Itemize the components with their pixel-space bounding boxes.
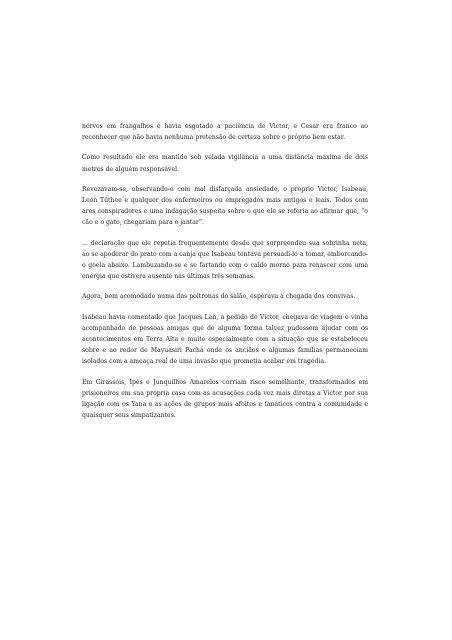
- paragraph-7: Em Girassóis, Ipês e Junquilhos Amarelos corriam risco semelhante, transformados em prisioneiros em sua própria casa com as acusações cada vez mais diretas a Victor por sua ligação com os Yana e as ações de grupos mais afoitos e fanáticos contra a comunidade e quaisquer seus simpatizantes.: [82, 378, 368, 420]
- paragraph-2: Como resultado ele era mantido sob velada vigilância a uma distância máxima de dois metros de alguém responsável.: [82, 154, 368, 173]
- paragraph-5: Agora, bem acomodado numa das poltronas do salão, esperava a chegada dos convivas.: [82, 293, 356, 301]
- body-text: [82, 121, 368, 430]
- paragraph-1: nervos em frangalhos e havia esgotado a paciência de Victor, e Cesar era franco ao reconhecer que não havia nenhuma pretensão de certeza sobre o próprio bem estar.: [82, 123, 368, 142]
- paragraph-6: Isabeau havia comentado que Jacques Lan, a pedido de Victor, chegava de viagem e vinha acompanhado de pessoas amigas que de alguma forma talvez pudessem ajudar com os acontecimentos em Terra Alta e muito especialmente com a situação que se estabeleceu sobre e ao redor de Mayuasiri Pacha onde os anciãos e algumas famílias permaneciam isolados com a ameaça real de uma invasão que prometia acabar em tragédia.: [82, 313, 368, 366]
- paragraph-4: ... declaração que ele repetia frequentemente desde que surpreendeu sua sobrinha neta, ao se apoderar do prato com a canja que Isabeau tentava persuadi-lo a tomar, emborcando-o goela abaixo. Lambuzando-se e se fartando com o caldo morno para renascer com uma energia que estivera ausente nas últimas três semanas.: [82, 239, 368, 281]
- paragraph-3: Revezavam-se, observando-o com mal disfarçada ansiedade, o próprio Victor, Isabeau, León Tüthee e qualquer dos enfermeiros ou empregados mais antigos e leais. Todos com ares conspiradores e uma indagação suspeita sobre o que ele se referia ao afirmar que, “o cão e o gato, chegariam para o jantar”.: [82, 185, 368, 227]
